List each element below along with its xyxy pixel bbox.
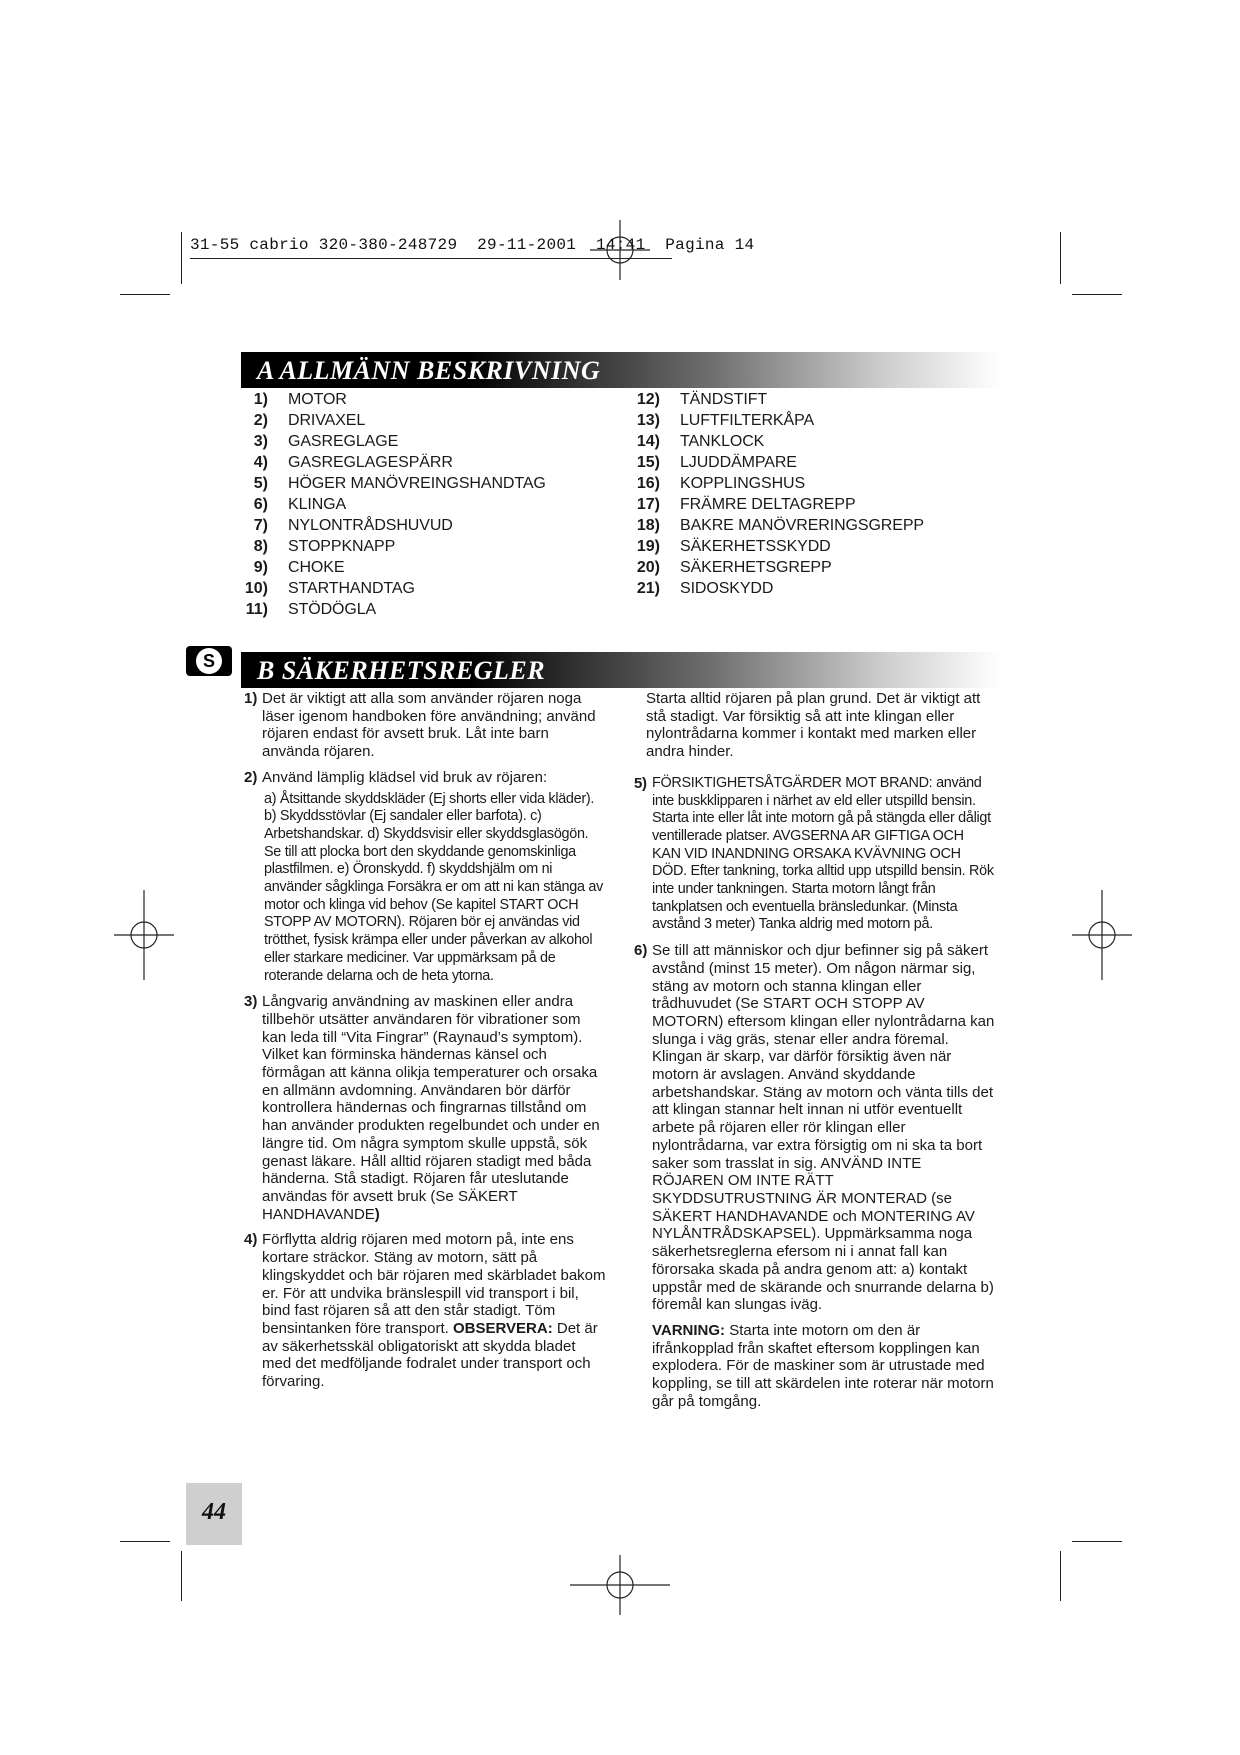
part-item [618, 515, 924, 536]
part-number: 18) [636, 517, 660, 534]
part-item [618, 431, 924, 452]
part-item [618, 410, 924, 431]
registration-mark-left [114, 890, 174, 980]
part-item [618, 557, 924, 578]
rule-1-text: Det är viktigt att alla som använder röjaren noga läser igenom handboken före användning; använd röjaren endast för avsett bruk. Låt inte barn använda röjaren. [262, 690, 596, 761]
registration-mark-right [1072, 890, 1132, 980]
part-number: 13) [636, 412, 660, 429]
part-item [226, 515, 546, 536]
part-name: HÖGER MANÖVREINGSHANDTAG [288, 475, 546, 492]
part-number: 1) [253, 391, 268, 408]
part-item [226, 536, 546, 557]
crop-mark [120, 1541, 170, 1542]
part-name: MOTOR [288, 391, 347, 408]
part-name: TANKLOCK [680, 433, 765, 450]
part-number: 19) [636, 538, 660, 555]
section-a-title: A ALLMÄNN BESKRIVNING [257, 356, 601, 385]
part-number: 5) [253, 475, 268, 492]
rule-3-number: 3) [244, 993, 258, 1011]
part-name: LUFTFILTERKÅPA [680, 412, 815, 429]
part-number: 12) [636, 391, 660, 408]
rule-1-number: 1) [244, 690, 258, 707]
part-item [226, 431, 546, 452]
part-item [226, 557, 546, 578]
right-column [634, 690, 996, 1418]
part-number: 9) [253, 559, 268, 576]
rule-2-number: 2) [244, 768, 258, 786]
rule-4-continued: Starta alltid röjaren på plan grund. Det är viktigt att stå stadigt. Var försiktig så att inte klingan eller nylontrådarna kommer i kontakt med marken eller andra hinder. [646, 690, 981, 761]
rule-4-number: 4) [244, 1231, 258, 1249]
crop-mark [181, 232, 182, 284]
parts-list-left [226, 389, 546, 620]
part-number: 3) [253, 433, 268, 450]
part-item [618, 494, 924, 515]
part-number: 8) [253, 538, 268, 555]
rule-3-text: Långvarig användning av maskinen eller andra tillbehör utsätter användaren för vibrationer som kan leda till “Vita Fingrar” (Raynaud’s symptom). Vilket kan förminska händernas känsel och förmågan att känna olikja temperaturer och orsaka en allmänn avdomning. Användaren bör därför kontrollera händernas och fingrarnas tillstånd om han använder produkten regelbundet och under en längre tid. Om några symptom skulle uppstå, sök genast läkare. Håll alltid röjaren stadigt med båda händerna. Stå stadigt. Röjaren får uteslutande användas för avsett bruk (Se SÄKERT HANDHAVANDE [262, 993, 600, 1223]
crop-mark [1060, 1551, 1061, 1601]
part-number: 6) [253, 496, 268, 513]
rule-3-close: ) [374, 1205, 380, 1223]
rule-6 [634, 942, 996, 1314]
part-item [226, 578, 546, 599]
rule-5-number: 5) [634, 774, 647, 792]
rule-4-observe-text: Det är av säkerhetsskäl obligatoriskt att skydda bladet med det medföljande fodralet under transport och förvaring. [262, 1319, 598, 1391]
crop-mark [1072, 294, 1122, 295]
rule-2 [244, 769, 606, 787]
rule-6-number: 6) [634, 942, 648, 960]
section-b-title: B SÄKERHETSREGLER [257, 656, 546, 685]
part-number: 15) [636, 454, 660, 471]
rule-4 [244, 1231, 606, 1390]
part-number: 21) [636, 580, 660, 597]
warning-note [634, 1322, 996, 1411]
part-item [226, 494, 546, 515]
page-number-box [186, 1483, 242, 1545]
part-number: 17) [636, 496, 660, 513]
left-column [244, 690, 606, 1399]
page-number: 44 [202, 1499, 226, 1525]
part-name: GASREGLAGESPÄRR [288, 454, 453, 471]
part-name: GASREGLAGE [288, 433, 399, 450]
rule-4-text: Förflytta aldrig röjaren med motorn på, inte ens kortare sträckor. Stäng av motorn, sätt på klingskyddet och bär röjaren med skärbladet bakom er. För att undvika bränslespill vid transport i bil, bind fast röjaren så att den står stadigt. Töm bensintanken före transport. [262, 1231, 606, 1337]
rule-4-observe-label: OBSERVERA: [452, 1319, 553, 1337]
warning-text: Starta inte motorn om den är ifrånkopplad från skaftet eftersom kopplingen kan explodera. För de maskiner som är utrustade med koppling, se till att skärdelen inte roterar när motorn går på tomgång. [652, 1321, 994, 1410]
part-number: 16) [636, 475, 660, 492]
part-name: SIDOSKYDD [680, 580, 774, 597]
part-item [226, 410, 546, 431]
part-name: STARTHANDTAG [288, 580, 415, 597]
rule-1 [244, 690, 606, 761]
part-name: LJUDDÄMPARE [680, 454, 797, 471]
section-b-header [241, 652, 1001, 688]
part-item [226, 389, 546, 410]
part-item [618, 578, 924, 599]
part-item [618, 473, 924, 494]
registration-mark-bottom [570, 1555, 670, 1615]
rule-2-text: Använd lämplig klädsel vid bruk av röjaren: [262, 768, 548, 786]
part-item [618, 452, 924, 473]
crop-mark [181, 1551, 182, 1601]
crop-mark [120, 294, 170, 295]
part-number: 2) [253, 412, 268, 429]
rule-2-details: a) Åtsittande skyddskläder (Ej shorts eller vida kläder). b) Skyddsstövlar (Ej sandaler eller barfota). c) Arbetshandskar. d) Skyddsvisir eller skyddsglasögön. Se till att plocka bort den skyddande genomskinliga plastfilmen. e) Öronskydd. f) skyddshjälm om ni använder sågklinga Forsäkra er om att ni kan stänga av motor och klinga vid behov (Se kapitel START OCH STOPP AV MOTORN). Röjaren bör ej användas vid trötthet, fysisk krämpa eller under påverkan av alkohol eller starkare mediciner. Var uppmärksam på de roterande delarna och de heta ytorna. [264, 790, 603, 984]
rule-3 [244, 993, 606, 1223]
part-name: NYLONTRÅDSHUVUD [288, 517, 453, 534]
part-name: STÖDÖGLA [288, 601, 377, 618]
part-item [618, 536, 924, 557]
part-number: 20) [636, 559, 660, 576]
part-item [226, 599, 546, 620]
language-badge-label: S [196, 648, 222, 674]
part-item [618, 389, 924, 410]
part-name: DRIVAXEL [288, 412, 366, 429]
crop-mark [1072, 1541, 1122, 1542]
section-a-header [241, 352, 1001, 388]
part-name: KLINGA [288, 496, 347, 513]
part-number: 7) [253, 517, 268, 534]
part-name: KOPPLINGSHUS [680, 475, 806, 492]
part-name: SÄKERHETSSKYDD [680, 538, 831, 555]
header-rule [190, 258, 672, 259]
part-name: SÄKERHETSGREPP [680, 559, 832, 576]
part-name: BAKRE MANÖVRERINGSGREPP [680, 517, 924, 534]
part-number: 14) [636, 433, 660, 450]
part-number: 4) [253, 454, 268, 471]
crop-mark [1060, 232, 1061, 284]
part-name: FRÄMRE DELTAGREPP [680, 496, 856, 513]
part-number: 11) [245, 601, 268, 618]
print-job-header: 31-55 cabrio 320-380-248729 29-11-2001 14:41 Pagina 14 [190, 236, 755, 254]
part-item [226, 473, 546, 494]
part-name: TÄNDSTIFT [680, 391, 768, 408]
rule-6-text: Se till att människor och djur befinner sig på säkert avstånd (minst 15 meter). Om någon närmar sig, stäng av motorn och stanna klingan eller trådhuvudet (Se START OCH STOPP AV MOTORN) eftersom klingan eller nylontrådarna kan slunga i väg gräs, stenar eller andra föremal. Klingan är skarp, var därför försiktig även när motorn är avslagen. Använd skyddande arbetshandskar. Stäng av motorn och vänta tills det att klingan stannar helt innan ni utför eventuellt arbete på röjaren eller rör klingan eller nylontrådarna, var extra försigtig om ni ska ta bort saker som trasslat in sig. ANVÄND INTE RÖJAREN OM INTE RÄTT SKYDDSUTRUSTNING ÄR MONTERAD (se SÄKERT HANDHAVANDE och MONTERING AV NYLÅNTRÅDSKAPSEL). Uppmärksamma noga säkerhetsreglerna efersom ni i annat fall kan förorsaka skada på andra genom att: a) kontakt uppstår med de skärande och snurrande delarna b) föremål kan slungas iväg. [652, 942, 995, 1314]
language-badge [186, 646, 232, 676]
part-name: STOPPKNAPP [288, 538, 396, 555]
rule-5-text: FÖRSIKTIGHETSÅTGÄRDER MOT BRAND: använd inte buskklipparen i närhet av eld eller utspilld bensin. Starta inte eller låt inte motorn gå på stängda eller dåligt ventillerade platser. AVGSERNA AR GIFTIGA OCH KAN VID INANDNING ORSAKA KVÄVNING OCH DÖD. Efter tankning, torka alltid upp utspilld bensin. Rök inte under tankningen. Starta motorn långt från tankplatsen och eventuella bränsledunkar. (Minsta avstånd 3 meter) Tanka aldrig med motorn på. [652, 774, 994, 933]
part-name: CHOKE [288, 559, 345, 576]
rule-5 [634, 775, 996, 934]
warning-label: VARNING: [652, 1321, 726, 1339]
part-number: 10) [244, 580, 268, 597]
part-item [226, 452, 546, 473]
parts-list-right [618, 389, 924, 599]
